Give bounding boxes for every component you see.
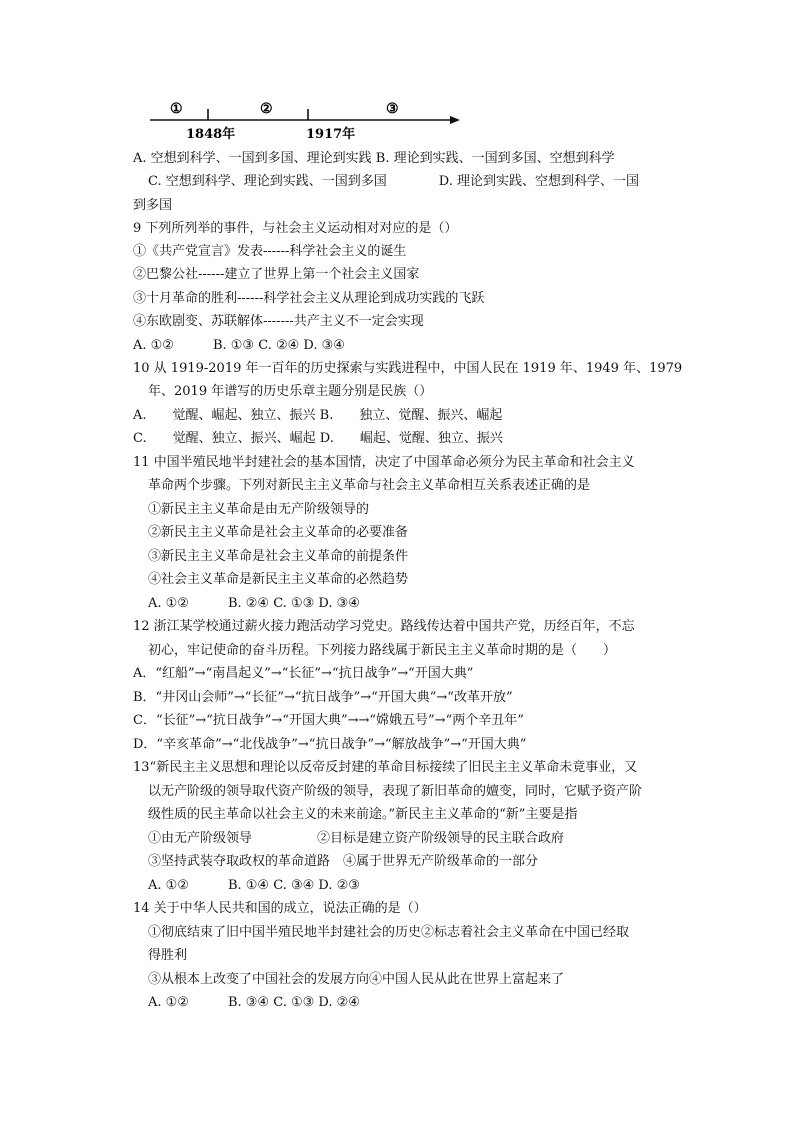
text-line: 13“新民主主义思想和理论以反帝反封建的革命目标接续了旧民主主义革命未竟事业，又 <box>133 760 638 775</box>
text-line: ①彻底结束了旧中国半殖民地半封建社会的历史②标志着社会主义革命在中国已经取 <box>148 925 630 940</box>
text-line: 得胜利 <box>148 948 188 963</box>
text-line: A．“红船”→“南昌起义”→“长征”→“抗日战争”→“开国大典” <box>133 666 474 681</box>
text-line: C. 觉醒、独立、振兴、崛起 D. 崛起、觉醒、独立、振兴 <box>133 431 503 446</box>
text-line: ③十月革命的胜利------科学社会主义从理论到成功实践的飞跃 <box>133 291 485 306</box>
timeline-arrow-icon <box>450 116 460 124</box>
text-line: 级性质的民主革命以社会主义的未来前途。”新民主主义革命的“新”主要是指 <box>148 807 578 822</box>
text-line: 10 从 1919-2019 年一百年的历史探索与实践进程中，中国人民在 1919 年、1949 年、1979 <box>133 361 683 376</box>
text-line: ④社会主义革命是新民主主义革命的必然趋势 <box>148 572 409 587</box>
text-line: 年、2019 年谱写的历史乐章主题分别是民族（） <box>148 384 433 399</box>
text-line: ①新民主主义革命是由无产阶级领导的 <box>148 502 370 517</box>
timeline-year-1848: 1848年 <box>186 127 236 142</box>
text-line: ①《共产党宣言》发表------科学社会主义的诞生 <box>133 244 407 259</box>
text-line: D．“辛亥革命”→“北伐战争”→“抗日战争”→“解放战争”→“开国大典” <box>133 737 527 752</box>
timeline-year-1917: 1917年 <box>306 127 356 142</box>
text-line: 11 中国半殖民地半封建社会的基本国情，决定了中国革命必须分为民主革命和社会主义 <box>133 455 635 470</box>
text-line: ③从根本上改变了中国社会的发展方向④中国人民从此在世界上富起来了 <box>148 972 565 987</box>
text-line: 革命两个步骤。下列对新民主主义革命与社会主义革命相互关系表述正确的是 <box>148 478 591 493</box>
text-line: C．“长征”→“抗日战争”→“开国大典”→→“嫦娥五号”→“两个辛丑年” <box>133 713 524 728</box>
text-line: B．“井冈山会师”→“长征”→“抗日战争”→“开国大典”→“改革开放” <box>133 690 513 705</box>
text-line: 到多国 <box>133 198 173 213</box>
text-line: C. 空想到科学、理论到实践、一国到多国 D. 理论到实践、空想到科学、一国 <box>148 174 639 189</box>
timeline-label-2: ② <box>260 101 273 117</box>
text-line: 初心，牢记使命的奋斗历程。下列接力路线属于新民主主义革命时期的是（ ） <box>148 643 617 658</box>
text-line: A. ①② B. ②④ C. ①③ D. ③④ <box>148 596 360 611</box>
text-line: A. 觉醒、崛起、独立、振兴 B. 独立、觉醒、振兴、崛起 <box>133 408 503 423</box>
timeline-label-3: ③ <box>386 101 399 117</box>
text-line: A. 空想到科学、一国到多国、理论到实践 B. 理论到实践、一国到多国、空想到科学 <box>133 151 615 166</box>
timeline-label-1: ① <box>170 101 183 117</box>
text-line: ③坚持武装夺取政权的革命道路 ④属于世界无产阶级革命的一部分 <box>148 854 539 869</box>
text-line: ①由无产阶级领导 ②目标是建立资产阶级领导的民主联合政府 <box>148 831 565 846</box>
text-line: 9 下列所列举的事件，与社会主义运动相对对应的是（） <box>133 221 458 236</box>
text-line: ②新民主主义革命是社会主义革命的必要准备 <box>148 525 409 540</box>
text-line: 14 关于中华人民共和国的成立，说法正确的是（） <box>133 901 427 916</box>
text-line: ②巴黎公社------建立了世界上第一个社会主义国家 <box>133 267 420 282</box>
text-line: ④东欧剧变、苏联解体-------共产主义不一定会实现 <box>133 314 424 329</box>
timeline-diagram <box>148 96 468 142</box>
text-line: A. ①② B. ①④ C. ③④ D. ②③ <box>148 878 360 893</box>
text-line: ③新民主主义革命是社会主义革命的前提条件 <box>148 549 409 564</box>
text-line: A. ①② B. ③④ C. ①③ D. ②④ <box>148 995 360 1010</box>
text-line: A. ①② B. ①③ C. ②④ D. ③④ <box>133 338 345 353</box>
text-line: 12 浙江某学校通过薪火接力跑活动学习党史。路线传达着中国共产党，历经百年，不忘 <box>133 619 635 634</box>
text-line: 以无产阶级的领导取代资产阶级的领导，表现了新旧革命的嬗变，同时，它赋予资产阶 <box>148 784 643 799</box>
